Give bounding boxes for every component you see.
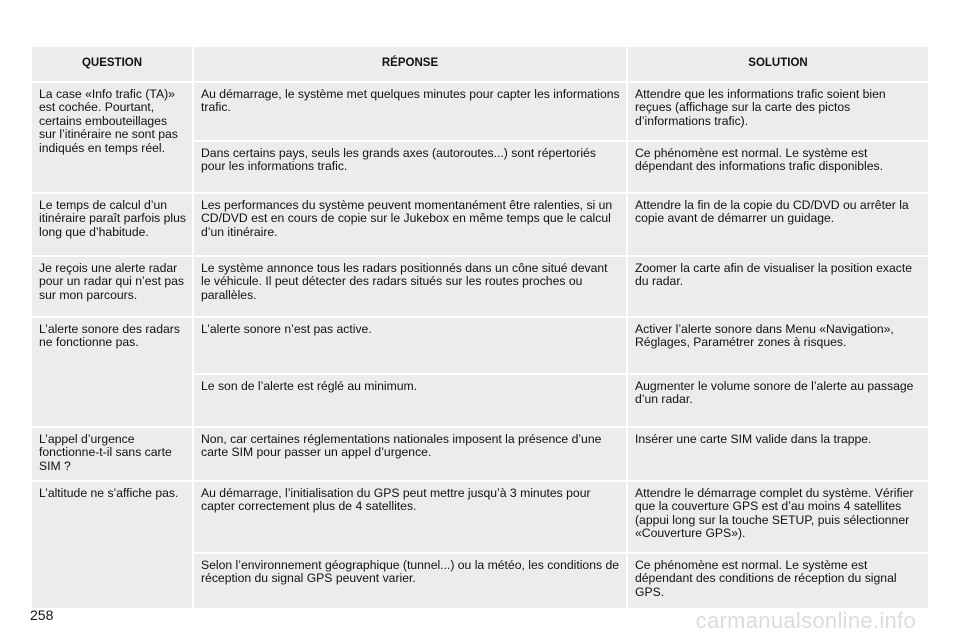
faq-table xyxy=(30,45,930,610)
solution-cell: Augmenter le volume sonore de l’alerte au passage d’un radar. xyxy=(628,375,928,426)
reponse-cell: Non, car certaines réglementations nationales imposent la présence d’une carte SIM pour passer un appel d’urgence. xyxy=(194,428,626,480)
reponse-cell: Le système annonce tous les radars positionnés dans un cône situé devant le véhicule. Il peut détecter des radars situés sur les routes proches ou parallèles. xyxy=(194,257,626,316)
question-cell: L’altitude ne s’affiche pas. xyxy=(32,482,192,608)
table-row xyxy=(32,83,928,140)
reponse-cell: Le son de l’alerte est réglé au minimum. xyxy=(194,375,626,426)
header-row xyxy=(32,47,928,81)
table-row xyxy=(32,428,928,480)
reponse-cell: L’alerte sonore n’est pas active. xyxy=(194,318,626,373)
table-row xyxy=(32,194,928,255)
reponse-cell: Les performances du système peuvent momentanément être ralenties, si un CD/DVD est en cours de copie sur le Jukebox en même temps que le calcul d’un itinéraire. xyxy=(194,194,626,255)
table-row xyxy=(32,318,928,373)
solution-cell: Attendre la fin de la copie du CD/DVD ou arrêter la copie avant de démarrer un guidage. xyxy=(628,194,928,255)
reponse-cell: Au démarrage, l’initialisation du GPS peut mettre jusqu’à 3 minutes pour capter correctement plus de 4 satellites. xyxy=(194,482,626,552)
table-row xyxy=(32,482,928,552)
reponse-cell: Selon l’environnement géographique (tunnel...) ou la météo, les conditions de réception du signal GPS peuvent varier. xyxy=(194,554,626,608)
watermark: carmanualsonline.info xyxy=(695,608,916,633)
reponse-cell: Dans certains pays, seuls les grands axes (autoroutes...) sont répertoriés pour les informations trafic. xyxy=(194,142,626,192)
solution-cell: Zoomer la carte afin de visualiser la position exacte du radar. xyxy=(628,257,928,316)
question-cell: Le temps de calcul d’un itinéraire paraît parfois plus long que d’habitude. xyxy=(32,194,192,255)
question-cell: Je reçois une alerte radar pour un radar qui n’est pas sur mon parcours. xyxy=(32,257,192,316)
solution-cell: Attendre le démarrage complet du système. Vérifier que la couverture GPS est d’au moins 4 satellites (appui long sur la touche SETUP, puis sélectionner «Couverture GPS»). xyxy=(628,482,928,552)
table-row xyxy=(32,257,928,316)
solution-cell: Insérer une carte SIM valide dans la trappe. xyxy=(628,428,928,480)
solution-cell: Attendre que les informations trafic soient bien reçues (affichage sur la carte des pictos d’informations trafic). xyxy=(628,83,928,140)
question-cell: L’appel d’urgence fonctionne-t-il sans carte SIM ? xyxy=(32,428,192,480)
solution-cell: Activer l’alerte sonore dans Menu «Navigation», Réglages, Paramétrer zones à risques. xyxy=(628,318,928,373)
page-number: 258 xyxy=(30,607,54,623)
header-question: QUESTION xyxy=(32,47,192,81)
header-reponse: RÉPONSE xyxy=(194,47,626,81)
solution-cell: Ce phénomène est normal. Le système est dépendant des informations trafic disponibles. xyxy=(628,142,928,192)
question-cell: L’alerte sonore des radars ne fonctionne pas. xyxy=(32,318,192,426)
header-solution: SOLUTION xyxy=(628,47,928,81)
reponse-cell: Au démarrage, le système met quelques minutes pour capter les informations trafic. xyxy=(194,83,626,140)
question-cell: La case «Info trafic (TA)» est cochée. Pourtant, certains embouteillages sur l’itinéraire ne sont pas indiqués en temps réel. xyxy=(32,83,192,192)
solution-cell: Ce phénomène est normal. Le système est dépendant des conditions de réception du signal GPS. xyxy=(628,554,928,608)
